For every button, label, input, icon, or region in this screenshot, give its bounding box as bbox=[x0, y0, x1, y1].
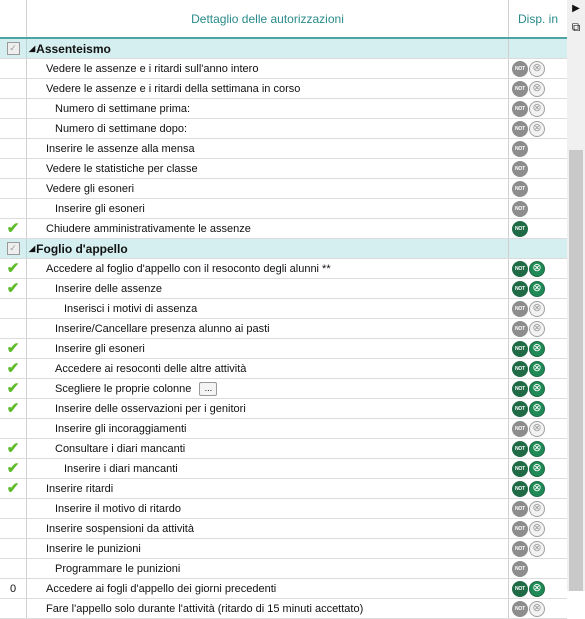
header-disp[interactable]: Disp. in bbox=[517, 11, 558, 26]
section-title[interactable] bbox=[27, 239, 509, 258]
permission-disp-cell bbox=[509, 99, 567, 118]
header-checkbox-column bbox=[0, 0, 27, 37]
permission-state-cell[interactable] bbox=[0, 199, 27, 218]
circle-x-icon[interactable]: ⊗ bbox=[529, 401, 545, 417]
circle-x-icon[interactable]: ⊗ bbox=[529, 81, 545, 97]
permission-label-cell bbox=[27, 299, 509, 318]
permission-state-cell[interactable] bbox=[0, 599, 27, 618]
permission-label: Programmare le punizioni bbox=[55, 562, 181, 575]
permission-disp-cell bbox=[509, 479, 567, 498]
circle-x-icon[interactable]: ⊗ bbox=[529, 321, 545, 337]
permission-state-cell[interactable] bbox=[0, 559, 27, 578]
permission-label-cell bbox=[27, 159, 509, 178]
circle-x-icon[interactable]: ⊗ bbox=[529, 481, 545, 497]
permission-state-cell[interactable] bbox=[0, 539, 27, 558]
permission-row[interactable] bbox=[0, 379, 567, 399]
permission-disp-cell bbox=[509, 279, 567, 298]
circle-x-icon[interactable]: ⊗ bbox=[529, 541, 545, 557]
checkbox-icon[interactable]: ✓ bbox=[7, 42, 20, 55]
permission-label: Numero di settimane prima: bbox=[55, 102, 191, 115]
permission-state-cell[interactable] bbox=[0, 79, 27, 98]
circle-x-icon[interactable]: ⊗ bbox=[529, 381, 545, 397]
circle-x-icon[interactable]: ⊗ bbox=[529, 281, 545, 297]
permission-state-cell[interactable] bbox=[0, 439, 27, 458]
permission-label: Inserire gli esoneri bbox=[55, 342, 145, 355]
permission-label-cell bbox=[27, 219, 509, 238]
permission-label-cell bbox=[27, 59, 509, 78]
circle-x-icon[interactable]: ⊗ bbox=[529, 581, 545, 597]
permission-state-cell[interactable] bbox=[0, 579, 27, 598]
permission-label: Vedere le assenze e i ritardi sull'anno intero bbox=[46, 62, 259, 75]
not-badge-icon[interactable]: NOT bbox=[512, 261, 528, 277]
not-badge-icon[interactable]: NOT bbox=[512, 221, 528, 237]
more-options-button[interactable]: ... bbox=[199, 382, 217, 396]
permission-row[interactable] bbox=[0, 579, 567, 599]
permission-row[interactable] bbox=[0, 399, 567, 419]
circle-x-icon[interactable]: ⊗ bbox=[529, 341, 545, 357]
not-badge-icon[interactable]: NOT bbox=[512, 421, 528, 437]
checkmark-icon[interactable]: ✔ bbox=[6, 460, 20, 477]
permission-row[interactable] bbox=[0, 439, 567, 459]
permission-label: Numero di settimane dopo: bbox=[55, 122, 188, 135]
collapse-triangle-icon[interactable]: ◢ bbox=[29, 44, 36, 53]
scrollbar-thumb[interactable] bbox=[569, 150, 583, 591]
permission-label: Accedere al foglio d'appello con il resoconto degli alunni ** bbox=[46, 262, 331, 275]
permission-disp-cell bbox=[509, 539, 567, 558]
circle-x-icon[interactable]: ⊗ bbox=[529, 301, 545, 317]
permission-label: Inserire delle assenze bbox=[55, 282, 163, 295]
checkmark-icon[interactable]: ✔ bbox=[6, 220, 20, 237]
permission-label-cell bbox=[27, 319, 509, 338]
permission-label-cell bbox=[27, 419, 509, 438]
permission-label-cell bbox=[27, 79, 509, 98]
permission-row[interactable] bbox=[0, 179, 567, 199]
circle-x-icon[interactable]: ⊗ bbox=[529, 121, 545, 137]
permission-disp-cell bbox=[509, 199, 567, 218]
permission-value[interactable]: 0 bbox=[9, 582, 17, 595]
not-badge-icon[interactable]: NOT bbox=[512, 521, 528, 537]
checkmark-icon[interactable]: ✔ bbox=[6, 340, 20, 357]
permission-state-cell[interactable] bbox=[0, 299, 27, 318]
section-row[interactable] bbox=[0, 39, 567, 59]
permission-label: Inserire gli incoraggiamenti bbox=[55, 422, 187, 435]
circle-x-icon[interactable]: ⊗ bbox=[529, 261, 545, 277]
permission-disp-cell bbox=[509, 359, 567, 378]
collapse-triangle-icon[interactable]: ◢ bbox=[29, 244, 36, 253]
permission-label: Accedere ai resoconti delle altre attività bbox=[55, 362, 247, 375]
permission-label: Scegliere le proprie colonne bbox=[55, 382, 192, 395]
checkmark-icon[interactable]: ✔ bbox=[6, 400, 20, 417]
permission-disp-cell bbox=[509, 339, 567, 358]
permission-label: Inserire gli esoneri bbox=[55, 202, 145, 215]
permission-state-cell[interactable] bbox=[0, 139, 27, 158]
checkmark-icon[interactable]: ✔ bbox=[6, 260, 20, 277]
permission-disp-cell bbox=[509, 499, 567, 518]
section-row[interactable] bbox=[0, 239, 567, 259]
permission-state-cell[interactable] bbox=[0, 399, 27, 418]
permission-label-cell bbox=[27, 119, 509, 138]
permission-label: Vedere le assenze e i ritardi della settimana in corso bbox=[46, 82, 301, 95]
permission-disp-cell bbox=[509, 459, 567, 478]
permission-label: Vedere le statistiche per classe bbox=[46, 162, 198, 175]
permission-disp-cell bbox=[509, 59, 567, 78]
permission-row[interactable] bbox=[0, 339, 567, 359]
permission-label: Chiudere amministrativamente le assenze bbox=[46, 222, 251, 235]
permission-label: Inserire le punizioni bbox=[46, 542, 141, 555]
collapse-right-icon[interactable]: ▶ bbox=[572, 2, 580, 14]
not-badge-icon[interactable]: NOT bbox=[512, 381, 528, 397]
permission-row[interactable] bbox=[0, 319, 567, 339]
permission-label: Vedere gli esoneri bbox=[46, 182, 135, 195]
permission-state-cell[interactable] bbox=[0, 219, 27, 238]
permission-row[interactable] bbox=[0, 499, 567, 519]
permission-state-cell[interactable] bbox=[0, 359, 27, 378]
permission-label-cell bbox=[27, 459, 509, 478]
permission-disp-cell bbox=[509, 299, 567, 318]
not-badge-icon[interactable]: NOT bbox=[512, 101, 528, 117]
not-badge-icon[interactable]: NOT bbox=[512, 321, 528, 337]
permission-state-cell[interactable] bbox=[0, 479, 27, 498]
permission-row[interactable] bbox=[0, 299, 567, 319]
copy-icon[interactable]: ⧉ bbox=[571, 19, 581, 34]
checkmark-icon[interactable]: ✔ bbox=[6, 360, 20, 377]
section-label: Assenteismo bbox=[36, 41, 111, 56]
permission-state-cell[interactable] bbox=[0, 319, 27, 338]
permission-label-cell bbox=[27, 339, 509, 358]
not-badge-icon[interactable]: NOT bbox=[512, 601, 528, 617]
permission-row[interactable] bbox=[0, 119, 567, 139]
circle-x-icon[interactable]: ⊗ bbox=[529, 501, 545, 517]
permission-row[interactable] bbox=[0, 359, 567, 379]
permission-row[interactable] bbox=[0, 139, 567, 159]
section-checkbox-cell[interactable] bbox=[0, 239, 27, 258]
permission-disp-cell bbox=[509, 79, 567, 98]
permission-label-cell bbox=[27, 259, 509, 278]
permission-label-cell bbox=[27, 539, 509, 558]
permission-disp-cell bbox=[509, 159, 567, 178]
permission-label: Inserisci i motivi di assenza bbox=[64, 302, 198, 315]
permission-disp-cell bbox=[509, 439, 567, 458]
permission-label: Consultare i diari mancanti bbox=[55, 442, 186, 455]
not-badge-icon[interactable]: NOT bbox=[512, 201, 528, 217]
permission-label-cell bbox=[27, 439, 509, 458]
permission-state-cell[interactable] bbox=[0, 419, 27, 438]
section-title[interactable] bbox=[27, 39, 509, 58]
permission-state-cell[interactable] bbox=[0, 279, 27, 298]
not-badge-icon[interactable]: NOT bbox=[512, 81, 528, 97]
permission-row[interactable] bbox=[0, 219, 567, 239]
permission-state-cell[interactable] bbox=[0, 99, 27, 118]
circle-x-icon[interactable]: ⊗ bbox=[529, 361, 545, 377]
not-badge-icon[interactable]: NOT bbox=[512, 301, 528, 317]
permission-state-cell[interactable] bbox=[0, 259, 27, 278]
permission-label-cell bbox=[27, 179, 509, 198]
table-body bbox=[0, 39, 567, 619]
permission-disp-cell bbox=[509, 579, 567, 598]
permission-disp-cell bbox=[509, 419, 567, 438]
permission-label-cell bbox=[27, 379, 509, 398]
not-badge-icon[interactable]: NOT bbox=[512, 181, 528, 197]
not-badge-icon[interactable]: NOT bbox=[512, 501, 528, 517]
permission-state-cell[interactable] bbox=[0, 159, 27, 178]
permission-label: Accedere ai fogli d'appello dei giorni precedenti bbox=[46, 582, 277, 595]
permission-label-cell bbox=[27, 499, 509, 518]
checkmark-icon[interactable]: ✔ bbox=[6, 280, 20, 297]
permission-label-cell bbox=[27, 139, 509, 158]
not-badge-icon[interactable]: NOT bbox=[512, 121, 528, 137]
permission-state-cell[interactable] bbox=[0, 339, 27, 358]
not-badge-icon[interactable]: NOT bbox=[512, 161, 528, 177]
permission-row[interactable] bbox=[0, 199, 567, 219]
not-badge-icon[interactable]: NOT bbox=[512, 561, 528, 577]
permission-row[interactable] bbox=[0, 79, 567, 99]
section-label: Foglio d'appello bbox=[36, 241, 128, 256]
not-badge-icon[interactable]: NOT bbox=[512, 581, 528, 597]
permission-disp-cell bbox=[509, 599, 567, 618]
permission-label-cell bbox=[27, 99, 509, 118]
not-badge-icon[interactable]: NOT bbox=[512, 361, 528, 377]
permission-disp-cell bbox=[509, 319, 567, 338]
permission-label-cell bbox=[27, 479, 509, 498]
permission-state-cell[interactable] bbox=[0, 179, 27, 198]
permission-state-cell[interactable] bbox=[0, 119, 27, 138]
permission-state-cell[interactable] bbox=[0, 379, 27, 398]
circle-x-icon[interactable]: ⊗ bbox=[529, 421, 545, 437]
permission-disp-cell bbox=[509, 519, 567, 538]
table-header bbox=[0, 0, 567, 39]
not-badge-icon[interactable]: NOT bbox=[512, 481, 528, 497]
circle-x-icon[interactable]: ⊗ bbox=[529, 521, 545, 537]
section-checkbox-cell[interactable] bbox=[0, 39, 27, 58]
permission-label-cell bbox=[27, 599, 509, 618]
permission-row[interactable] bbox=[0, 559, 567, 579]
permission-disp-cell bbox=[509, 219, 567, 238]
permission-disp-cell bbox=[509, 559, 567, 578]
permission-label: Fare l'appello solo durante l'attività (ritardo di 15 minuti accettato) bbox=[46, 602, 364, 615]
permission-label-cell bbox=[27, 579, 509, 598]
permission-state-cell[interactable] bbox=[0, 519, 27, 538]
permission-row[interactable] bbox=[0, 459, 567, 479]
permission-disp-cell bbox=[509, 119, 567, 138]
not-badge-icon[interactable]: NOT bbox=[512, 281, 528, 297]
permission-label-cell bbox=[27, 559, 509, 578]
permission-disp-cell bbox=[509, 399, 567, 418]
permission-label: Inserire il motivo di ritardo bbox=[55, 502, 181, 515]
permission-label: Inserire le assenze alla mensa bbox=[46, 142, 195, 155]
checkbox-icon[interactable]: ✓ bbox=[7, 242, 20, 255]
permission-row[interactable] bbox=[0, 59, 567, 79]
permission-label-cell bbox=[27, 359, 509, 378]
permission-disp-cell bbox=[509, 139, 567, 158]
permission-label-cell bbox=[27, 199, 509, 218]
section-disp-cell bbox=[509, 39, 567, 58]
not-badge-icon[interactable]: NOT bbox=[512, 401, 528, 417]
permission-row[interactable] bbox=[0, 259, 567, 279]
not-badge-icon[interactable]: NOT bbox=[512, 541, 528, 557]
permission-row[interactable] bbox=[0, 599, 567, 619]
permission-label: Inserire delle osservazioni per i genitori bbox=[55, 402, 246, 415]
permission-state-cell[interactable] bbox=[0, 459, 27, 478]
permission-row[interactable] bbox=[0, 159, 567, 179]
not-badge-icon[interactable]: NOT bbox=[512, 461, 528, 477]
section-disp-cell bbox=[509, 239, 567, 258]
circle-x-icon[interactable]: ⊗ bbox=[529, 441, 545, 457]
not-badge-icon[interactable]: NOT bbox=[512, 441, 528, 457]
permission-state-cell[interactable] bbox=[0, 499, 27, 518]
checkmark-icon[interactable]: ✔ bbox=[6, 440, 20, 457]
permission-row[interactable] bbox=[0, 479, 567, 499]
not-badge-icon[interactable]: NOT bbox=[512, 141, 528, 157]
permission-row[interactable] bbox=[0, 419, 567, 439]
checkmark-icon[interactable]: ✔ bbox=[6, 380, 20, 397]
circle-x-icon[interactable]: ⊗ bbox=[529, 461, 545, 477]
permission-label: Inserire i diari mancanti bbox=[64, 462, 178, 475]
permission-row[interactable] bbox=[0, 519, 567, 539]
permission-state-cell[interactable] bbox=[0, 59, 27, 78]
checkmark-icon[interactable]: ✔ bbox=[6, 480, 20, 497]
permission-label: Inserire sospensioni da attività bbox=[46, 522, 194, 535]
circle-x-icon[interactable]: ⊗ bbox=[529, 101, 545, 117]
permission-row[interactable] bbox=[0, 279, 567, 299]
header-title[interactable]: Dettaglio delle autorizzazioni bbox=[27, 0, 509, 37]
circle-x-icon[interactable]: ⊗ bbox=[529, 61, 545, 77]
permission-label-cell bbox=[27, 399, 509, 418]
permission-disp-cell bbox=[509, 259, 567, 278]
permission-row[interactable] bbox=[0, 539, 567, 559]
permission-label: Inserire/Cancellare presenza alunno ai pasti bbox=[55, 322, 270, 335]
permission-label: Inserire ritardi bbox=[46, 482, 114, 495]
not-badge-icon[interactable]: NOT bbox=[512, 341, 528, 357]
not-badge-icon[interactable]: NOT bbox=[512, 61, 528, 77]
permission-label-cell bbox=[27, 519, 509, 538]
circle-x-icon[interactable]: ⊗ bbox=[529, 601, 545, 617]
vertical-scrollbar[interactable] bbox=[567, 0, 585, 591]
permission-label-cell bbox=[27, 279, 509, 298]
permission-row[interactable] bbox=[0, 99, 567, 119]
permission-disp-cell bbox=[509, 379, 567, 398]
permission-disp-cell bbox=[509, 179, 567, 198]
